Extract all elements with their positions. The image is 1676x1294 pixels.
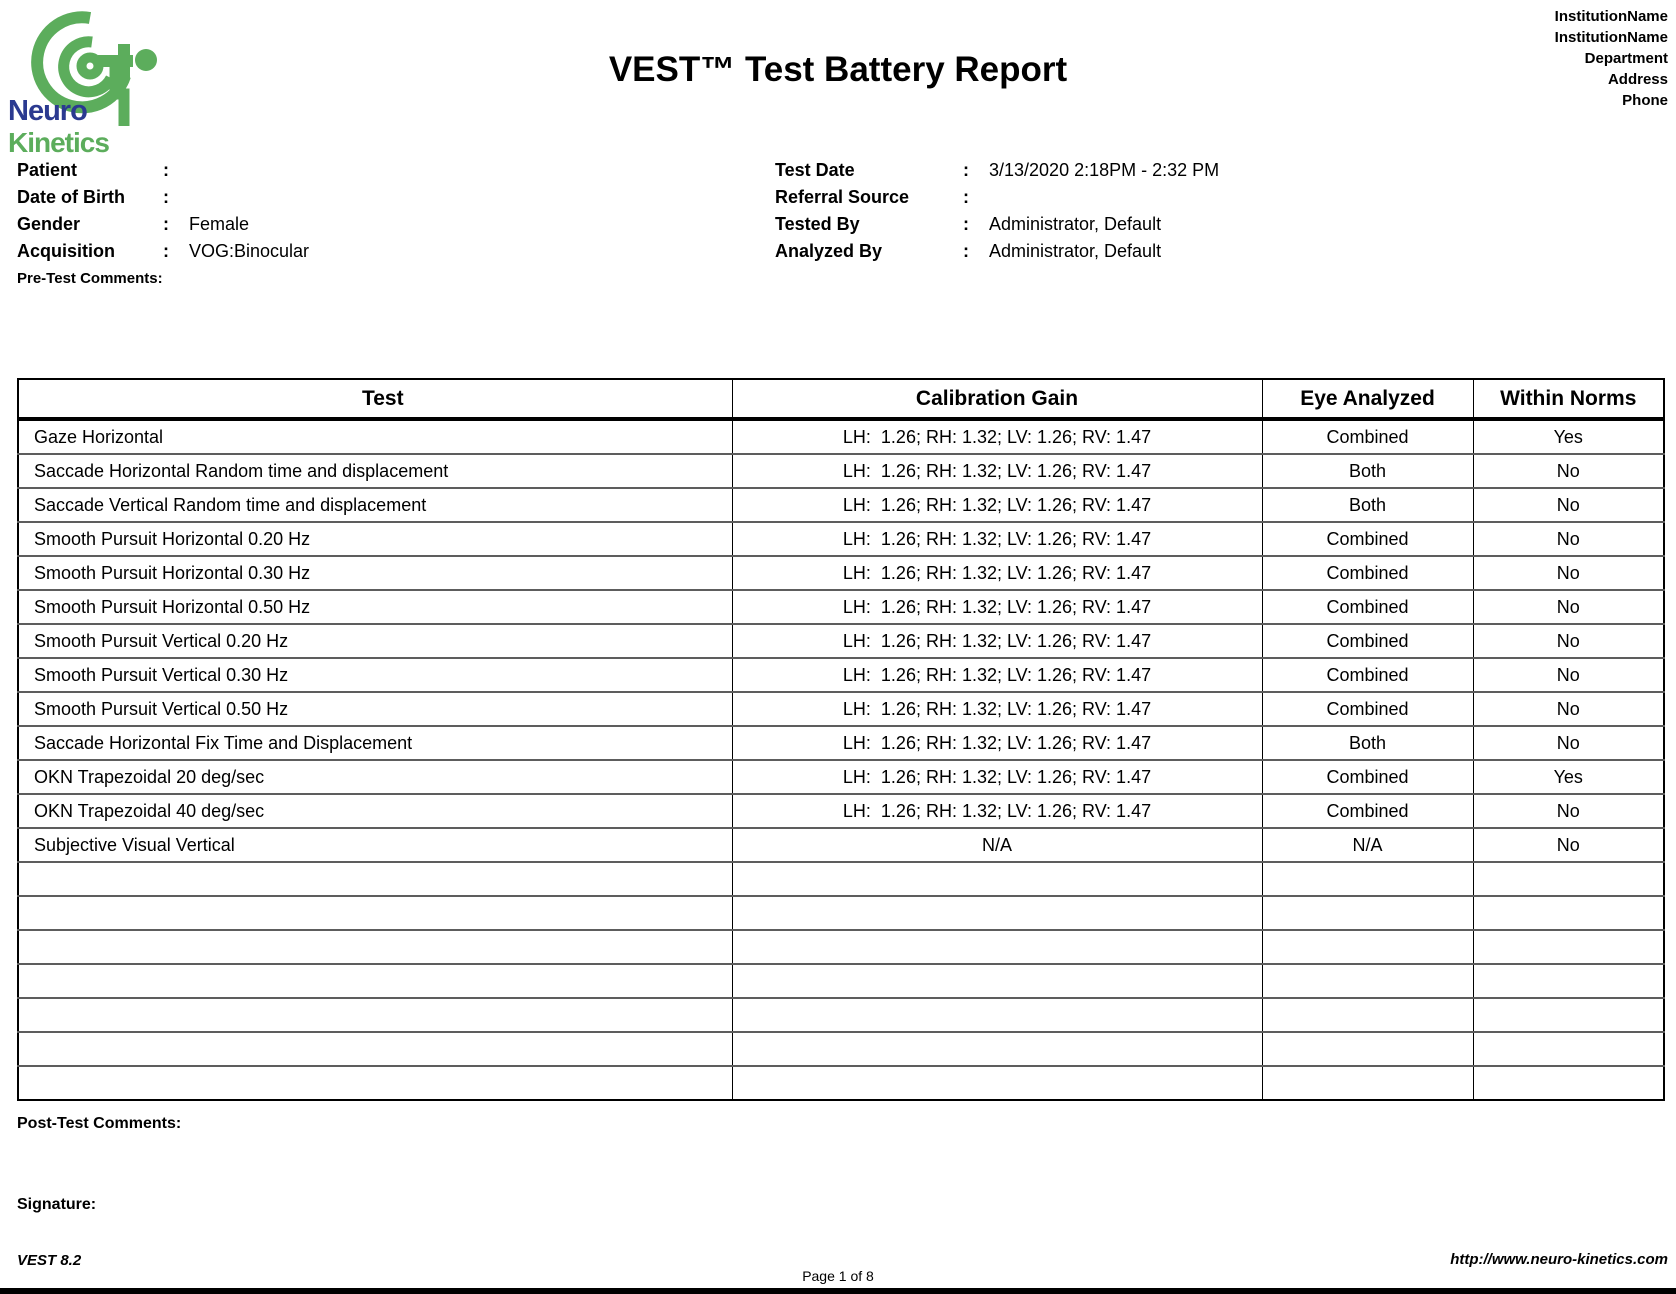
cell-eye-analyzed: N/A — [1262, 828, 1473, 862]
cell-empty — [732, 1066, 1262, 1100]
website-url: http://www.neuro-kinetics.com — [1450, 1251, 1668, 1268]
institution-block — [1555, 6, 1668, 111]
cell-test: Saccade Horizontal Random time and displacement — [18, 454, 732, 488]
table-row-empty — [18, 1066, 1664, 1100]
cell-empty — [732, 896, 1262, 930]
cell-calibration-gain: LH: 1.26; RH: 1.32; LV: 1.26; RV: 1.47 — [732, 419, 1262, 454]
info-value: Administrator, Default — [989, 214, 1162, 234]
cell-empty — [1262, 896, 1473, 930]
cell-eye-analyzed: Combined — [1262, 624, 1473, 658]
info-value: 3/13/2020 2:18PM - 2:32 PM — [989, 160, 1220, 180]
institution-line: Department — [1584, 50, 1668, 67]
institution-line: Phone — [1622, 92, 1668, 109]
cell-within-norms: No — [1473, 488, 1664, 522]
institution-line: InstitutionName — [1554, 29, 1668, 46]
info-row-analyzed-by — [775, 238, 1415, 265]
cell-test: Smooth Pursuit Vertical 0.30 Hz — [18, 658, 732, 692]
cell-calibration-gain: LH: 1.26; RH: 1.32; LV: 1.26; RV: 1.47 — [732, 760, 1262, 794]
test-info-block — [775, 157, 1415, 265]
cell-eye-analyzed: Combined — [1262, 522, 1473, 556]
info-value — [189, 157, 577, 184]
cell-test: Gaze Horizontal — [18, 419, 732, 454]
cell-empty — [1262, 964, 1473, 998]
post-test-comments-label: Post-Test Comments: — [17, 1115, 182, 1132]
cell-calibration-gain: LH: 1.26; RH: 1.32; LV: 1.26; RV: 1.47 — [732, 692, 1262, 726]
info-label: Analyzed By — [775, 241, 883, 261]
info-row-referral-source — [775, 184, 1415, 211]
bottom-divider-bar — [0, 1288, 1676, 1294]
cell-test: Smooth Pursuit Horizontal 0.50 Hz — [18, 590, 732, 624]
cell-empty — [732, 964, 1262, 998]
table-row — [18, 760, 1664, 794]
cell-empty — [732, 862, 1262, 896]
cell-empty — [1262, 930, 1473, 964]
cell-empty — [1473, 896, 1664, 930]
cell-empty — [1473, 930, 1664, 964]
info-row-gender — [17, 211, 577, 238]
cell-within-norms: No — [1473, 726, 1664, 760]
cell-calibration-gain: LH: 1.26; RH: 1.32; LV: 1.26; RV: 1.47 — [732, 794, 1262, 828]
cell-calibration-gain: N/A — [732, 828, 1262, 862]
table-row — [18, 488, 1664, 522]
table-row — [18, 624, 1664, 658]
cell-empty — [732, 998, 1262, 1032]
cell-within-norms: No — [1473, 624, 1664, 658]
cell-empty — [1473, 862, 1664, 896]
cell-empty — [732, 930, 1262, 964]
cell-within-norms: No — [1473, 828, 1664, 862]
info-colon: : — [163, 160, 169, 180]
table-row — [18, 556, 1664, 590]
table-row — [18, 794, 1664, 828]
cell-test: Saccade Vertical Random time and displacement — [18, 488, 732, 522]
info-value: Administrator, Default — [989, 241, 1162, 261]
cell-calibration-gain: LH: 1.26; RH: 1.32; LV: 1.26; RV: 1.47 — [732, 590, 1262, 624]
cell-test: OKN Trapezoidal 20 deg/sec — [18, 760, 732, 794]
table-row — [18, 658, 1664, 692]
table-row-empty — [18, 930, 1664, 964]
cell-calibration-gain: LH: 1.26; RH: 1.32; LV: 1.26; RV: 1.47 — [732, 556, 1262, 590]
cell-within-norms: No — [1473, 658, 1664, 692]
cell-eye-analyzed: Combined — [1262, 658, 1473, 692]
cell-eye-analyzed: Combined — [1262, 590, 1473, 624]
table-row-empty — [18, 1032, 1664, 1066]
cell-empty — [1262, 1032, 1473, 1066]
report-title: VEST™ Test Battery Report — [608, 50, 1068, 89]
info-row-acquisition — [17, 238, 577, 265]
cell-calibration-gain: LH: 1.26; RH: 1.32; LV: 1.26; RV: 1.47 — [732, 488, 1262, 522]
info-value — [989, 184, 1415, 211]
cell-empty — [1473, 1032, 1664, 1066]
version-label: VEST 8.2 — [17, 1252, 82, 1269]
cell-within-norms: No — [1473, 454, 1664, 488]
cell-within-norms: Yes — [1473, 419, 1664, 454]
info-colon: : — [163, 187, 169, 207]
table-row — [18, 522, 1664, 556]
info-colon: : — [963, 160, 969, 180]
info-colon: : — [163, 241, 169, 261]
info-label: Test Date — [775, 160, 855, 180]
cell-eye-analyzed: Combined — [1262, 692, 1473, 726]
column-header-within-norms: Within Norms — [1473, 379, 1664, 419]
cell-empty — [732, 1032, 1262, 1066]
table-row-empty — [18, 862, 1664, 896]
signature-label: Signature: — [17, 1196, 97, 1213]
cell-empty — [1473, 1066, 1664, 1100]
test-table-body — [18, 419, 1664, 1100]
cell-calibration-gain: LH: 1.26; RH: 1.32; LV: 1.26; RV: 1.47 — [732, 624, 1262, 658]
cell-empty — [18, 964, 732, 998]
institution-line: InstitutionName — [1554, 8, 1668, 25]
info-colon: : — [963, 187, 969, 207]
info-label: Date of Birth — [17, 187, 125, 207]
info-value: VOG:Binocular — [189, 241, 310, 261]
cell-empty — [1473, 964, 1664, 998]
test-battery-table — [17, 378, 1665, 1101]
cell-eye-analyzed: Combined — [1262, 419, 1473, 454]
cell-calibration-gain: LH: 1.26; RH: 1.32; LV: 1.26; RV: 1.47 — [732, 658, 1262, 692]
table-row-empty — [18, 998, 1664, 1032]
cell-within-norms: No — [1473, 794, 1664, 828]
info-label: Patient — [17, 160, 78, 180]
info-colon: : — [963, 214, 969, 234]
info-row-tested-by — [775, 211, 1415, 238]
info-colon: : — [963, 241, 969, 261]
info-label: Referral Source — [775, 187, 910, 207]
cell-empty — [18, 1032, 732, 1066]
table-row — [18, 419, 1664, 454]
table-row — [18, 828, 1664, 862]
pre-test-comments-label: Pre-Test Comments: — [17, 270, 163, 287]
cell-empty — [1262, 862, 1473, 896]
cell-empty — [18, 930, 732, 964]
cell-within-norms: Yes — [1473, 760, 1664, 794]
info-row-date-of-birth — [17, 184, 577, 211]
cell-empty — [1473, 998, 1664, 1032]
page-number: Page 1 of 8 — [802, 1268, 874, 1284]
info-value: Female — [189, 214, 250, 234]
cell-test: Smooth Pursuit Horizontal 0.30 Hz — [18, 556, 732, 590]
cell-empty — [18, 1066, 732, 1100]
info-row-patient — [17, 157, 577, 184]
cell-eye-analyzed: Combined — [1262, 556, 1473, 590]
cell-eye-analyzed: Both — [1262, 488, 1473, 522]
table-header-row — [18, 379, 1664, 419]
cell-within-norms: No — [1473, 522, 1664, 556]
info-label: Acquisition — [17, 241, 115, 261]
cell-test: Smooth Pursuit Vertical 0.50 Hz — [18, 692, 732, 726]
logo-text-kinetics: Kinetics — [8, 127, 109, 158]
cell-eye-analyzed: Combined — [1262, 794, 1473, 828]
cell-empty — [18, 896, 732, 930]
logo-text-neuro: Neuro — [8, 95, 87, 127]
cell-calibration-gain: LH: 1.26; RH: 1.32; LV: 1.26; RV: 1.47 — [732, 726, 1262, 760]
info-label: Gender — [17, 214, 81, 234]
table-row-empty — [18, 964, 1664, 998]
cell-within-norms: No — [1473, 556, 1664, 590]
cell-within-norms: No — [1473, 590, 1664, 624]
institution-line: Address — [1607, 71, 1668, 88]
table-row-empty — [18, 896, 1664, 930]
test-table-header — [18, 379, 1664, 419]
cell-calibration-gain: LH: 1.26; RH: 1.32; LV: 1.26; RV: 1.47 — [732, 454, 1262, 488]
cell-empty — [1262, 1066, 1473, 1100]
table-row — [18, 726, 1664, 760]
info-row-test-date — [775, 157, 1415, 184]
info-label: Tested By — [775, 214, 860, 234]
cell-empty — [1262, 998, 1473, 1032]
cell-empty — [18, 862, 732, 896]
cell-eye-analyzed: Both — [1262, 454, 1473, 488]
table-row — [18, 590, 1664, 624]
info-value — [189, 184, 577, 211]
cell-test: Saccade Horizontal Fix Time and Displacement — [18, 726, 732, 760]
cell-empty — [18, 998, 732, 1032]
cell-test: Subjective Visual Vertical — [18, 828, 732, 862]
cell-eye-analyzed: Combined — [1262, 760, 1473, 794]
cell-test: Smooth Pursuit Horizontal 0.20 Hz — [18, 522, 732, 556]
info-colon: : — [163, 214, 169, 234]
patient-info-block — [17, 157, 577, 265]
table-row — [18, 692, 1664, 726]
table-row — [18, 454, 1664, 488]
column-header-eye-analyzed: Eye Analyzed — [1262, 379, 1473, 419]
column-header-calibration-gain: Calibration Gain — [732, 379, 1262, 419]
cell-calibration-gain: LH: 1.26; RH: 1.32; LV: 1.26; RV: 1.47 — [732, 522, 1262, 556]
cell-test: OKN Trapezoidal 40 deg/sec — [18, 794, 732, 828]
cell-eye-analyzed: Both — [1262, 726, 1473, 760]
cell-within-norms: No — [1473, 692, 1664, 726]
cell-test: Smooth Pursuit Vertical 0.20 Hz — [18, 624, 732, 658]
column-header-test: Test — [18, 379, 732, 419]
